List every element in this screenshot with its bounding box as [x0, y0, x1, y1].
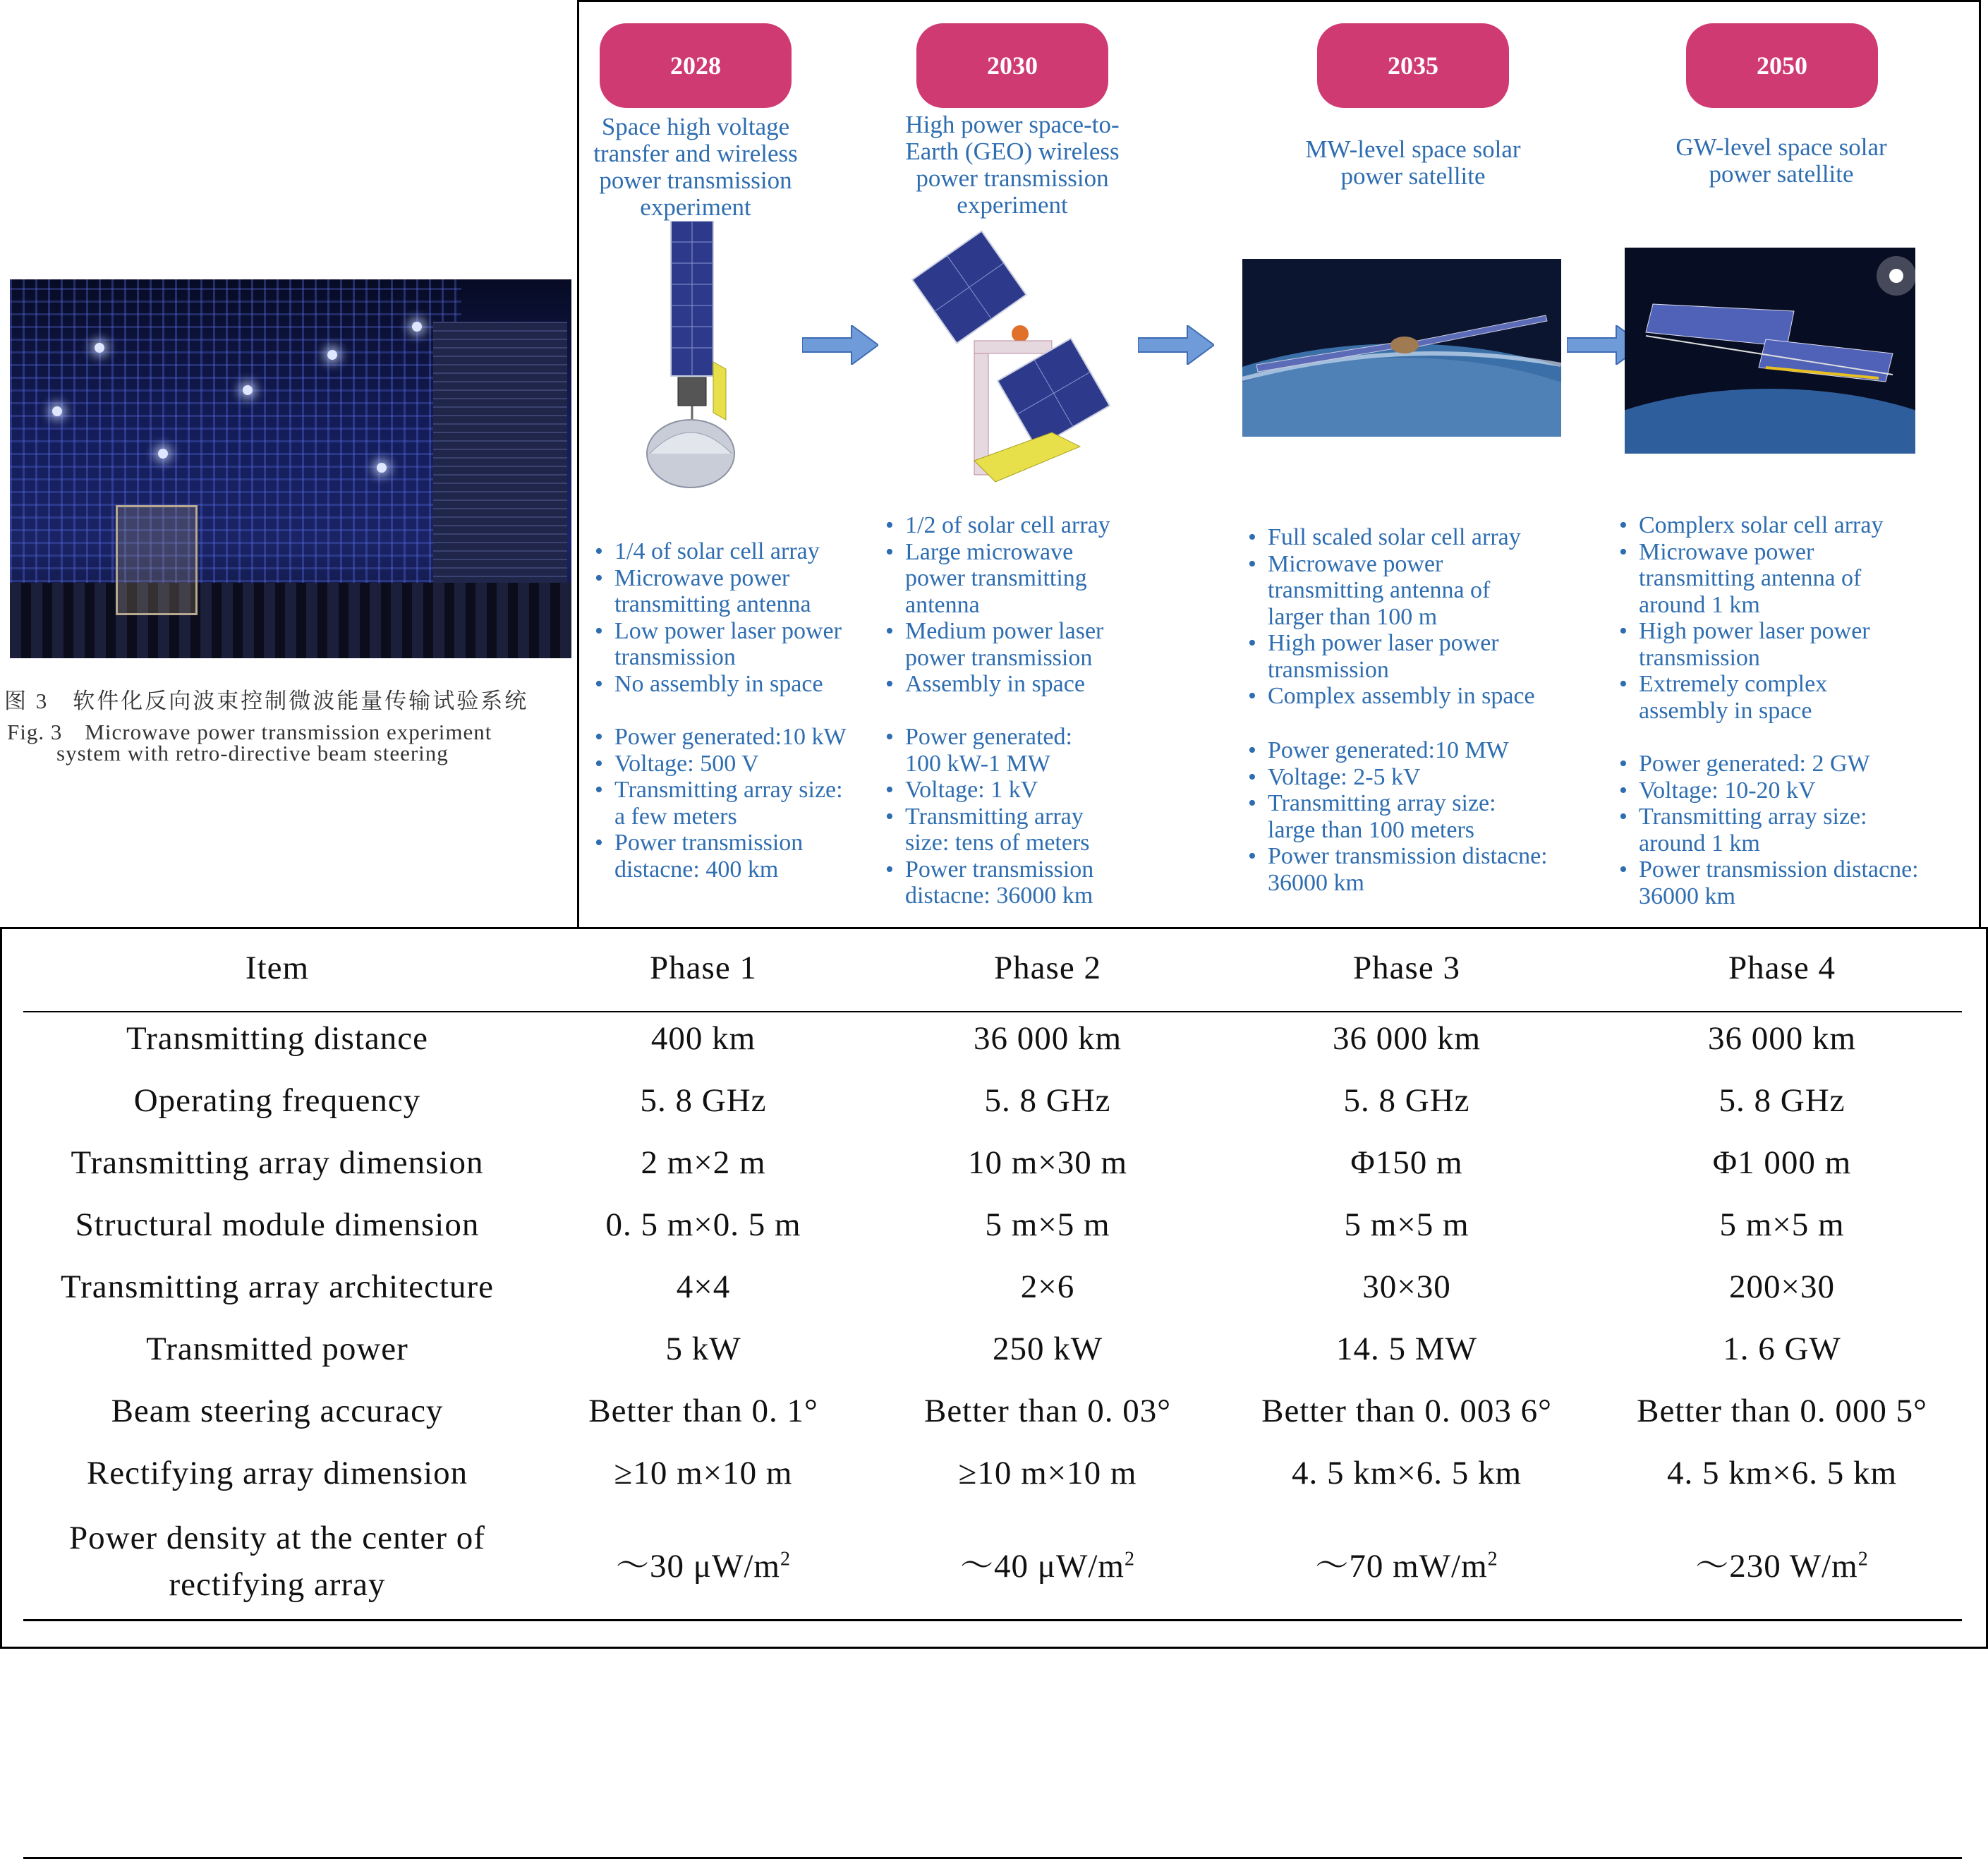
phase-1-cell: 4×4 [676, 1268, 731, 1305]
feature-item: • Complerx solar cell array [1619, 512, 1883, 539]
feature-item: • Full scaled solar cell array [1248, 524, 1535, 551]
header-phase-1: Phase 1 [650, 950, 757, 986]
phase-4-cell: 36 000 km [1707, 1020, 1857, 1057]
stage-features-2050 [1619, 512, 1883, 724]
feature-item: • Medium power laser power transmission [885, 618, 1110, 671]
spec-item: • Voltage: 10-20 kV [1619, 777, 1919, 804]
spec-item: • Transmitting array size: a few meters [595, 777, 847, 830]
chamber-light [327, 350, 337, 360]
arrow-right-icon [802, 325, 878, 365]
phase-2-cell: ≥10 m×10 m [958, 1455, 1137, 1491]
arrow-right-icon [1138, 325, 1214, 365]
table-header-rule [23, 1011, 1962, 1012]
chamber-light [52, 406, 62, 416]
spec-item: • Power generated:10 MW [1248, 737, 1548, 764]
phase-4-cell: 5. 8 GHz [1719, 1082, 1845, 1119]
feature-item: • Complex assembly in space [1248, 683, 1535, 710]
phase-2-cell: 250 kW [992, 1331, 1103, 1367]
stage-title-2035: MW-level space solar power satellite [1305, 135, 1521, 190]
feature-item: • High power laser power transmission [1619, 618, 1883, 671]
phase-1-cell: 5 kW [665, 1331, 741, 1367]
feature-item: • Microwave power transmitting antenna of around 1 km [1619, 539, 1883, 619]
spec-item: • Power transmission distacne: 36000 km [1248, 843, 1548, 896]
phase-4-cell: 4. 5 km×6. 5 km [1666, 1455, 1898, 1491]
item-cell: Operating frequency [133, 1082, 421, 1119]
stage-specs-2035 [1248, 737, 1548, 896]
feature-item: • Extremely complex assembly in space [1619, 671, 1883, 724]
spec-item: • Power generated: 2 GW [1619, 751, 1919, 777]
phase-3-cell: 5 m×5 m [1344, 1206, 1469, 1243]
spec-item: • Transmitting array size: around 1 km [1619, 804, 1919, 856]
phase-3-cell: Better than 0. 003 6° [1261, 1393, 1552, 1429]
spec-item: • Voltage: 1 kV [885, 777, 1093, 804]
chamber-light [377, 463, 387, 473]
chamber-light [95, 343, 104, 353]
feature-item: • Assembly in space [885, 671, 1110, 698]
satellite-2035-illustration [1242, 259, 1561, 437]
stage-features-2028 [595, 538, 842, 697]
spec-item: • Voltage: 2-5 kV [1248, 764, 1548, 791]
item-cell: Transmitting array dimension [71, 1144, 484, 1181]
phase-1-cell: 400 km [650, 1020, 756, 1057]
chamber-floor [10, 583, 571, 658]
stage-title-2030: High power space-to- Earth (GEO) wireless power transmission experiment [905, 111, 1120, 219]
phase-parameters-table [0, 927, 1988, 1649]
header-phase-3: Phase 3 [1353, 950, 1460, 986]
phase-3-cell: 4. 5 km×6. 5 km [1291, 1455, 1522, 1491]
phase-4-cell: Φ1 000 m [1712, 1144, 1852, 1181]
year-pill-2028: 2028 [600, 23, 792, 108]
spec-item: • Power transmission distacne: 36000 km [885, 856, 1093, 909]
table-bottom-rule [23, 1619, 1962, 1621]
phase-1-cell: 5. 8 GHz [640, 1082, 767, 1119]
item-cell: Beam steering accuracy [111, 1393, 444, 1429]
satellite-2028-illustration [643, 221, 756, 489]
chamber-light [158, 449, 168, 459]
stage-title-2050: GW-level space solar power satellite [1675, 133, 1887, 188]
power-density-phase-4: ～230 $W/m^2$ [1695, 1548, 1869, 1585]
phase-2-cell: 5 m×5 m [985, 1206, 1110, 1243]
item-power-density: Power density at the center of rectifying array [69, 1520, 485, 1603]
phase-4-cell: 5 m×5 m [1719, 1206, 1845, 1243]
phase-3-cell: Φ150 m [1350, 1144, 1463, 1181]
phase-2-cell: 36 000 km [973, 1020, 1122, 1057]
year-pill-2035: 2035 [1317, 23, 1509, 108]
phase-1-cell: 0. 5 m×0. 5 m [605, 1206, 801, 1243]
anechoic-chamber-photo [10, 279, 571, 658]
phase-2-cell: 5. 8 GHz [984, 1082, 1111, 1119]
feature-item: • Large microwave power transmitting antenna [885, 539, 1110, 619]
header-phase-2: Phase 2 [994, 950, 1101, 986]
phase-3-cell: 36 000 km [1332, 1020, 1481, 1057]
phase-2-cell: Better than 0. 03° [923, 1393, 1172, 1429]
feature-item: • 1/4 of solar cell array [595, 538, 842, 565]
stage-features-2030 [885, 512, 1110, 698]
phase-3-cell: 30×30 [1362, 1268, 1451, 1305]
phase-1-cell: 2 m×2 m [641, 1144, 766, 1181]
year-pill-2050: 2050 [1686, 23, 1878, 108]
spec-item: • Power generated: 100 kW-1 MW [885, 724, 1093, 777]
satellite-2050-illustration [1625, 248, 1915, 454]
power-density-phase-3: ～70 $mW/m^2$ [1315, 1548, 1498, 1585]
development-roadmap [577, 0, 1981, 927]
year-pill-2030: 2030 [916, 23, 1108, 108]
power-density-phase-1: ～30 $\mu W/m^2$ [616, 1548, 791, 1585]
phase-4-cell: 1. 6 GW [1723, 1331, 1841, 1367]
spec-item: • Transmitting array size: tens of meters [885, 804, 1093, 856]
satellite-2030-illustration [911, 221, 1122, 489]
feature-item: • No assembly in space [595, 671, 842, 698]
figure-caption-en: Fig. 3 Microwave power transmission experiment [7, 720, 492, 744]
spec-item: • Voltage: 500 V [595, 751, 847, 777]
stage-specs-2030 [885, 724, 1093, 909]
feature-item: • Low power laser power transmission [595, 618, 842, 671]
phase-2-cell: 2×6 [1020, 1268, 1075, 1305]
phase-4-cell: 200×30 [1728, 1268, 1835, 1305]
item-cell: Transmitting array architecture [61, 1268, 494, 1305]
item-cell: Rectifying array dimension [86, 1455, 468, 1491]
phase-1-cell: ≥10 m×10 m [614, 1455, 793, 1491]
chamber-light [412, 322, 422, 332]
spec-item: • Power transmission distacne: 400 km [595, 830, 847, 883]
feature-item: • 1/2 of solar cell array [885, 512, 1110, 539]
item-cell: Transmitted power [146, 1331, 408, 1367]
spec-item: • Transmitting array size: large than 100 meters [1248, 790, 1548, 843]
figure-caption-en-continued: system with retro-directive beam steering [56, 741, 449, 765]
chamber-light [243, 385, 253, 395]
stage-features-2035 [1248, 524, 1535, 710]
header-phase-4: Phase 4 [1728, 950, 1836, 986]
stage-specs-2028 [595, 724, 847, 883]
spec-item: • Power transmission distacne: 36000 km [1619, 856, 1919, 909]
antenna-tower [433, 322, 567, 618]
phase-2-cell: 10 m×30 m [967, 1144, 1128, 1181]
feature-item: • Microwave power transmitting antenna of larger than 100 m [1248, 551, 1535, 631]
figure-caption-cn: 图 3 软件化反向波束控制微波能量传输试验系统 [4, 689, 529, 713]
item-cell: Structural module dimension [75, 1206, 480, 1243]
header-item: Item [245, 950, 310, 986]
phase-4-cell: Better than 0. 000 5° [1637, 1393, 1927, 1429]
feature-item: • High power laser power transmission [1248, 630, 1535, 683]
phase-3-cell: 14. 5 MW [1336, 1331, 1477, 1367]
spec-item: • Power generated:10 kW [595, 724, 847, 751]
feature-item: • Microwave power transmitting antenna [595, 565, 842, 618]
stage-specs-2050 [1619, 751, 1919, 909]
stage-title-2028: Space high voltage transfer and wireless power transmission experiment [593, 113, 798, 221]
test-rig [116, 505, 198, 615]
power-density-phase-2: ～40 $\mu W/m^2$ [960, 1548, 1135, 1585]
item-cell: Transmitting distance [126, 1020, 428, 1057]
phase-3-cell: 5. 8 GHz [1343, 1082, 1470, 1119]
phase-1-cell: Better than 0. 1° [588, 1393, 818, 1429]
